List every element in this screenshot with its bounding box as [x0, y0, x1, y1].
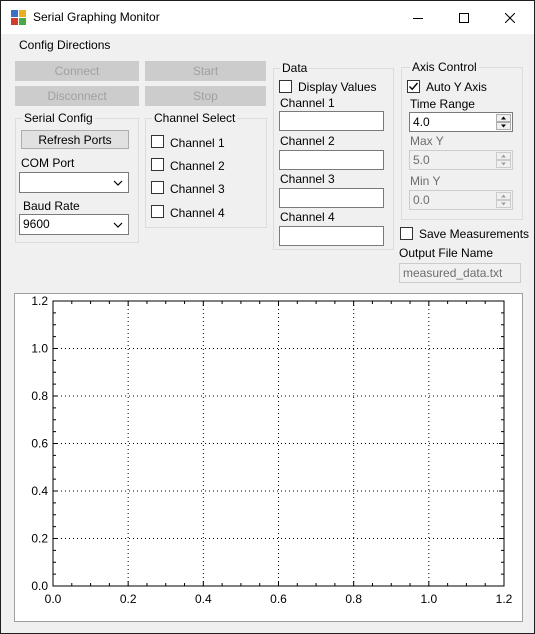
- stepper-down-button[interactable]: [496, 200, 511, 208]
- minimize-button[interactable]: [395, 1, 441, 34]
- arrow-down-icon: [497, 201, 510, 207]
- close-icon: [505, 13, 515, 23]
- baud-rate-select[interactable]: [19, 214, 129, 235]
- max-y-stepper[interactable]: [409, 150, 513, 170]
- auto-y-axis-checkbox[interactable]: [407, 80, 420, 93]
- save-measurements-checkbox[interactable]: [400, 227, 413, 240]
- start-button[interactable]: Start: [145, 61, 266, 81]
- min-y-stepper[interactable]: [409, 190, 513, 210]
- stepper-up-button[interactable]: [496, 152, 511, 160]
- com-port-select[interactable]: [19, 172, 129, 193]
- channel-3-checkbox[interactable]: [151, 181, 164, 194]
- y-tick-label: 0.4: [31, 484, 48, 498]
- menu-bar: [1, 34, 534, 56]
- x-tick-label: 1.2: [495, 592, 513, 606]
- stepper-down-button[interactable]: [496, 122, 511, 130]
- com-port-label: COM Port: [21, 156, 75, 170]
- arrow-up-icon: [497, 115, 510, 121]
- baud-rate-value: 9600: [23, 217, 50, 231]
- y-tick-label: 1.0: [31, 341, 48, 356]
- x-tick-label: 0.6: [270, 592, 287, 606]
- arrow-up-icon: [497, 153, 510, 159]
- connect-button[interactable]: Connect: [15, 61, 139, 81]
- window-title: Serial Graphing Monitor: [33, 10, 160, 24]
- data-channel-4-label: Channel 4: [280, 210, 335, 224]
- time-range-label: Time Range: [410, 97, 475, 111]
- maximize-button[interactable]: [441, 1, 487, 34]
- time-range-stepper[interactable]: [409, 112, 513, 132]
- axis-control-title: Axis Control: [412, 60, 477, 74]
- plot-frame: [53, 301, 504, 586]
- min-y-label: Min Y: [410, 174, 441, 188]
- data-title: Data: [282, 61, 308, 75]
- max-y-value: 5.0: [413, 153, 430, 167]
- graph-panel[interactable]: [14, 293, 523, 622]
- disconnect-button[interactable]: Disconnect: [15, 86, 139, 106]
- stepper-up-button[interactable]: [496, 192, 511, 200]
- stepper-up-button[interactable]: [496, 114, 511, 122]
- data-channel-4-field[interactable]: [279, 226, 384, 246]
- time-range-value: 4.0: [413, 115, 430, 129]
- close-button[interactable]: [487, 1, 533, 34]
- stop-button[interactable]: Stop: [145, 86, 266, 106]
- x-tick-label: 0.2: [119, 592, 137, 606]
- checkmark-icon: [408, 81, 419, 92]
- data-channel-1-label: Channel 1: [280, 96, 335, 110]
- channel-select-title: Channel Select: [154, 111, 236, 125]
- chevron-down-icon: [113, 179, 123, 187]
- title-bar[interactable]: [1, 1, 534, 34]
- y-tick-label: 0.2: [31, 531, 48, 546]
- max-y-label: Max Y: [410, 134, 444, 148]
- arrow-up-icon: [497, 193, 510, 199]
- channel-1-checkbox[interactable]: [151, 135, 164, 148]
- save-measurements-label: Save Measurements: [419, 227, 530, 241]
- channel-4-checkbox[interactable]: [151, 205, 164, 218]
- minimize-icon: [413, 13, 423, 23]
- channel-4-label: Channel 4: [170, 206, 225, 220]
- stepper-down-button[interactable]: [496, 160, 511, 168]
- x-tick-label: 0.4: [194, 592, 212, 606]
- y-tick-label: 1.2: [31, 294, 48, 308]
- y-tick-label: 0.0: [31, 579, 48, 593]
- display-values-label: Display Values: [298, 80, 377, 94]
- auto-y-axis-label: Auto Y Axis: [426, 80, 487, 94]
- channel-2-label: Channel 2: [170, 159, 225, 173]
- y-tick-label: 0.6: [31, 436, 48, 451]
- data-channel-1-field[interactable]: [279, 111, 384, 131]
- chart-app-icon: [11, 10, 26, 25]
- data-channel-2-label: Channel 2: [280, 134, 335, 148]
- chevron-down-icon: [113, 221, 123, 229]
- min-y-value: 0.0: [413, 193, 430, 207]
- display-values-checkbox[interactable]: [279, 80, 292, 93]
- output-file-name-field[interactable]: measured_data.txt: [399, 263, 521, 283]
- output-file-name-label: Output File Name: [399, 246, 494, 260]
- channel-2-checkbox[interactable]: [151, 158, 164, 171]
- x-tick-label: 0.8: [345, 592, 363, 606]
- channel-3-label: Channel 3: [170, 182, 225, 196]
- arrow-down-icon: [497, 123, 510, 129]
- refresh-ports-button[interactable]: Refresh Ports: [21, 130, 129, 149]
- maximize-icon: [459, 13, 469, 23]
- baud-rate-label: Baud Rate: [23, 199, 80, 213]
- x-tick-label: 1.0: [420, 592, 438, 606]
- y-tick-label: 0.8: [31, 389, 48, 403]
- line-chart: [15, 294, 522, 621]
- arrow-down-icon: [497, 161, 510, 167]
- data-channel-2-field[interactable]: [279, 150, 384, 170]
- channel-1-label: Channel 1: [170, 136, 225, 150]
- x-tick-label: 0.0: [44, 592, 62, 606]
- menu-config-directions[interactable]: Config Directions: [19, 38, 111, 52]
- serial-config-title: Serial Config: [24, 111, 93, 125]
- data-channel-3-field[interactable]: [279, 188, 384, 208]
- data-channel-3-label: Channel 3: [280, 172, 335, 186]
